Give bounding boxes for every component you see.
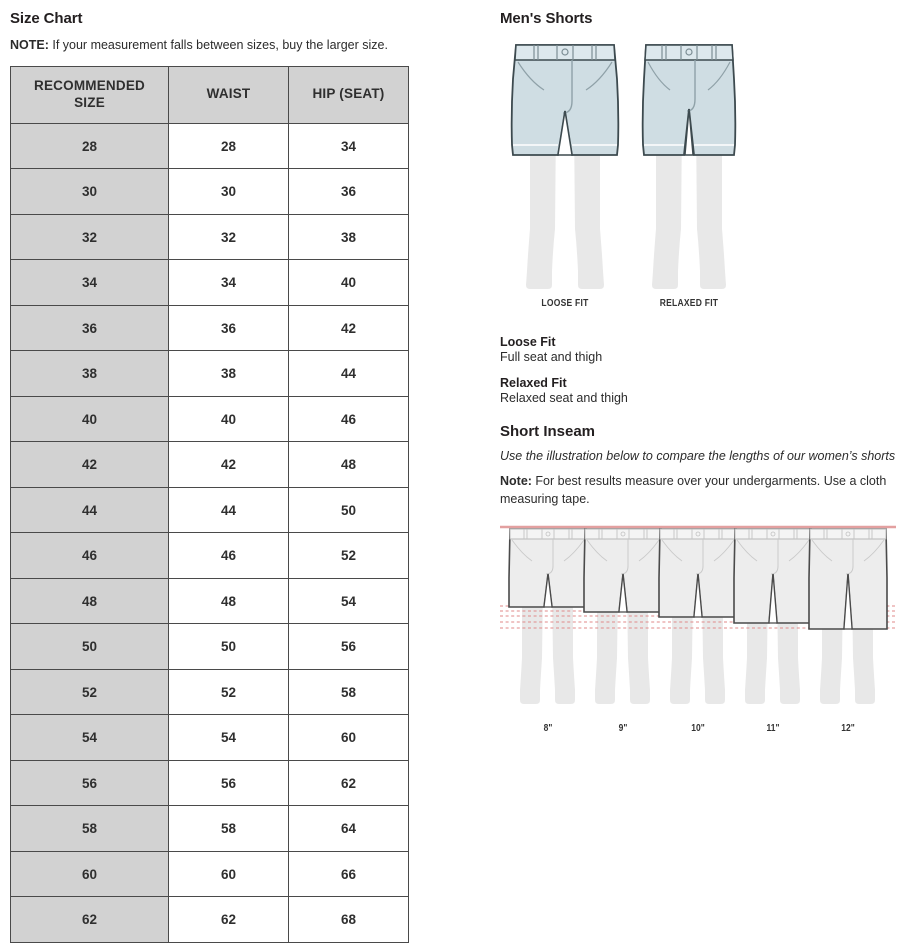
cell-recommended-size: 34 xyxy=(11,260,169,306)
table-row xyxy=(11,123,409,169)
inseam-short-10 xyxy=(659,529,737,617)
cell-waist: 62 xyxy=(169,897,289,943)
cell-hip: 68 xyxy=(289,897,409,943)
header-line-2: SIZE xyxy=(74,94,105,110)
table-row xyxy=(11,669,409,715)
cell-hip: 60 xyxy=(289,715,409,761)
table-row xyxy=(11,578,409,624)
cell-hip: 58 xyxy=(289,669,409,715)
cell-hip: 34 xyxy=(289,123,409,169)
note-label: NOTE: xyxy=(10,38,49,52)
size-chart-panel xyxy=(10,0,410,943)
loose-fit-desc-body: Full seat and thigh xyxy=(500,350,603,364)
cell-recommended-size: 30 xyxy=(11,169,169,215)
cell-recommended-size: 60 xyxy=(11,851,169,897)
table-row xyxy=(11,851,409,897)
table-row xyxy=(11,624,409,670)
cell-recommended-size: 28 xyxy=(11,123,169,169)
table-row xyxy=(11,715,409,761)
cell-recommended-size: 32 xyxy=(11,214,169,260)
cell-hip: 56 xyxy=(289,624,409,670)
note-text: If your measurement falls between sizes, buy the larger size. xyxy=(48,38,388,52)
loose-fit-desc-title: Loose Fit xyxy=(500,335,556,349)
column-header-recommended-size xyxy=(11,66,169,123)
relaxed-fit-illustration xyxy=(624,33,754,295)
waistband xyxy=(645,45,733,60)
fit-illustrations xyxy=(500,33,896,323)
cell-waist: 58 xyxy=(169,806,289,852)
inseam-comparison-diagram xyxy=(500,518,896,723)
cell-hip: 38 xyxy=(289,214,409,260)
relaxed-fit-caption: RELAXED FIT xyxy=(659,298,719,309)
inseam-length-label: 11" xyxy=(766,723,780,735)
cell-recommended-size: 44 xyxy=(11,487,169,533)
size-chart-table xyxy=(10,66,409,943)
cell-hip: 62 xyxy=(289,760,409,806)
inseam-length-label: 9" xyxy=(618,723,628,735)
mens-shorts-title: Men's Shorts xyxy=(500,10,593,27)
table-row xyxy=(11,305,409,351)
cell-waist: 30 xyxy=(169,169,289,215)
relaxed-fit-desc-title: Relaxed Fit xyxy=(500,376,567,390)
cell-waist: 52 xyxy=(169,669,289,715)
loose-fit-caption: LOOSE FIT xyxy=(541,298,589,309)
cell-waist: 46 xyxy=(169,533,289,579)
cell-recommended-size: 36 xyxy=(11,305,169,351)
column-header-waist: WAIST xyxy=(169,66,289,123)
inseam-illustrations xyxy=(500,518,896,753)
cell-waist: 60 xyxy=(169,851,289,897)
cell-hip: 42 xyxy=(289,305,409,351)
inseam-short-8 xyxy=(509,529,587,607)
cell-hip: 50 xyxy=(289,487,409,533)
table-row xyxy=(11,806,409,852)
inseam-length-labels xyxy=(500,723,896,743)
size-chart-note xyxy=(10,37,410,54)
cell-recommended-size: 48 xyxy=(11,578,169,624)
cell-waist: 54 xyxy=(169,715,289,761)
cell-hip: 36 xyxy=(289,169,409,215)
table-row xyxy=(11,169,409,215)
table-row xyxy=(11,214,409,260)
cell-hip: 44 xyxy=(289,351,409,397)
waistband xyxy=(515,45,615,60)
cell-hip: 64 xyxy=(289,806,409,852)
table-row xyxy=(11,396,409,442)
short-inseam-title: Short Inseam xyxy=(500,423,596,440)
cell-recommended-size: 56 xyxy=(11,760,169,806)
cell-waist: 32 xyxy=(169,214,289,260)
cell-hip: 46 xyxy=(289,396,409,442)
cell-hip: 52 xyxy=(289,533,409,579)
table-row xyxy=(11,533,409,579)
table-row xyxy=(11,351,409,397)
inseam-note-label: Note: xyxy=(500,474,532,488)
cell-waist: 56 xyxy=(169,760,289,806)
inseam-short-11 xyxy=(734,529,812,623)
mens-shorts-panel xyxy=(500,0,896,753)
loose-fit-illustration xyxy=(500,33,630,295)
cell-waist: 50 xyxy=(169,624,289,670)
cell-waist: 48 xyxy=(169,578,289,624)
cell-hip: 54 xyxy=(289,578,409,624)
cell-waist: 38 xyxy=(169,351,289,397)
table-row xyxy=(11,487,409,533)
cell-waist: 34 xyxy=(169,260,289,306)
cell-waist: 42 xyxy=(169,442,289,488)
column-header-hip: HIP (SEAT) xyxy=(289,66,409,123)
cell-recommended-size: 50 xyxy=(11,624,169,670)
cell-waist: 36 xyxy=(169,305,289,351)
short-inseam-intro: Use the illustration below to compare the lengths of our women’s shorts xyxy=(500,449,896,463)
cell-waist: 44 xyxy=(169,487,289,533)
cell-recommended-size: 42 xyxy=(11,442,169,488)
table-row xyxy=(11,897,409,943)
fit-descriptions xyxy=(500,335,896,405)
cell-waist: 28 xyxy=(169,123,289,169)
cell-waist: 40 xyxy=(169,396,289,442)
relaxed-fit-figure xyxy=(624,33,754,309)
inseam-note-text: For best results measure over your undergarments. Use a cloth measuring tape. xyxy=(500,474,887,507)
cell-hip: 66 xyxy=(289,851,409,897)
loose-fit-figure xyxy=(500,33,630,309)
inseam-short-9 xyxy=(584,529,662,612)
cell-recommended-size: 40 xyxy=(11,396,169,442)
cell-recommended-size: 62 xyxy=(11,897,169,943)
table-row xyxy=(11,260,409,306)
page-title: Size Chart xyxy=(10,10,83,27)
table-row xyxy=(11,760,409,806)
header-line-1: RECOMMENDED xyxy=(34,78,145,93)
cell-recommended-size: 54 xyxy=(11,715,169,761)
cell-recommended-size: 38 xyxy=(11,351,169,397)
short-inseam-note xyxy=(500,472,896,508)
cell-hip: 40 xyxy=(289,260,409,306)
table-header-row xyxy=(11,66,409,123)
inseam-short-12 xyxy=(809,529,887,629)
relaxed-fit-desc-body: Relaxed seat and thigh xyxy=(500,391,628,405)
cell-recommended-size: 46 xyxy=(11,533,169,579)
table-row xyxy=(11,442,409,488)
cell-recommended-size: 58 xyxy=(11,806,169,852)
size-chart-body xyxy=(11,123,409,942)
inseam-length-label: 12" xyxy=(841,723,855,735)
cell-hip: 48 xyxy=(289,442,409,488)
inseam-length-label: 10" xyxy=(691,723,705,735)
inseam-length-label: 8" xyxy=(543,723,553,735)
cell-recommended-size: 52 xyxy=(11,669,169,715)
